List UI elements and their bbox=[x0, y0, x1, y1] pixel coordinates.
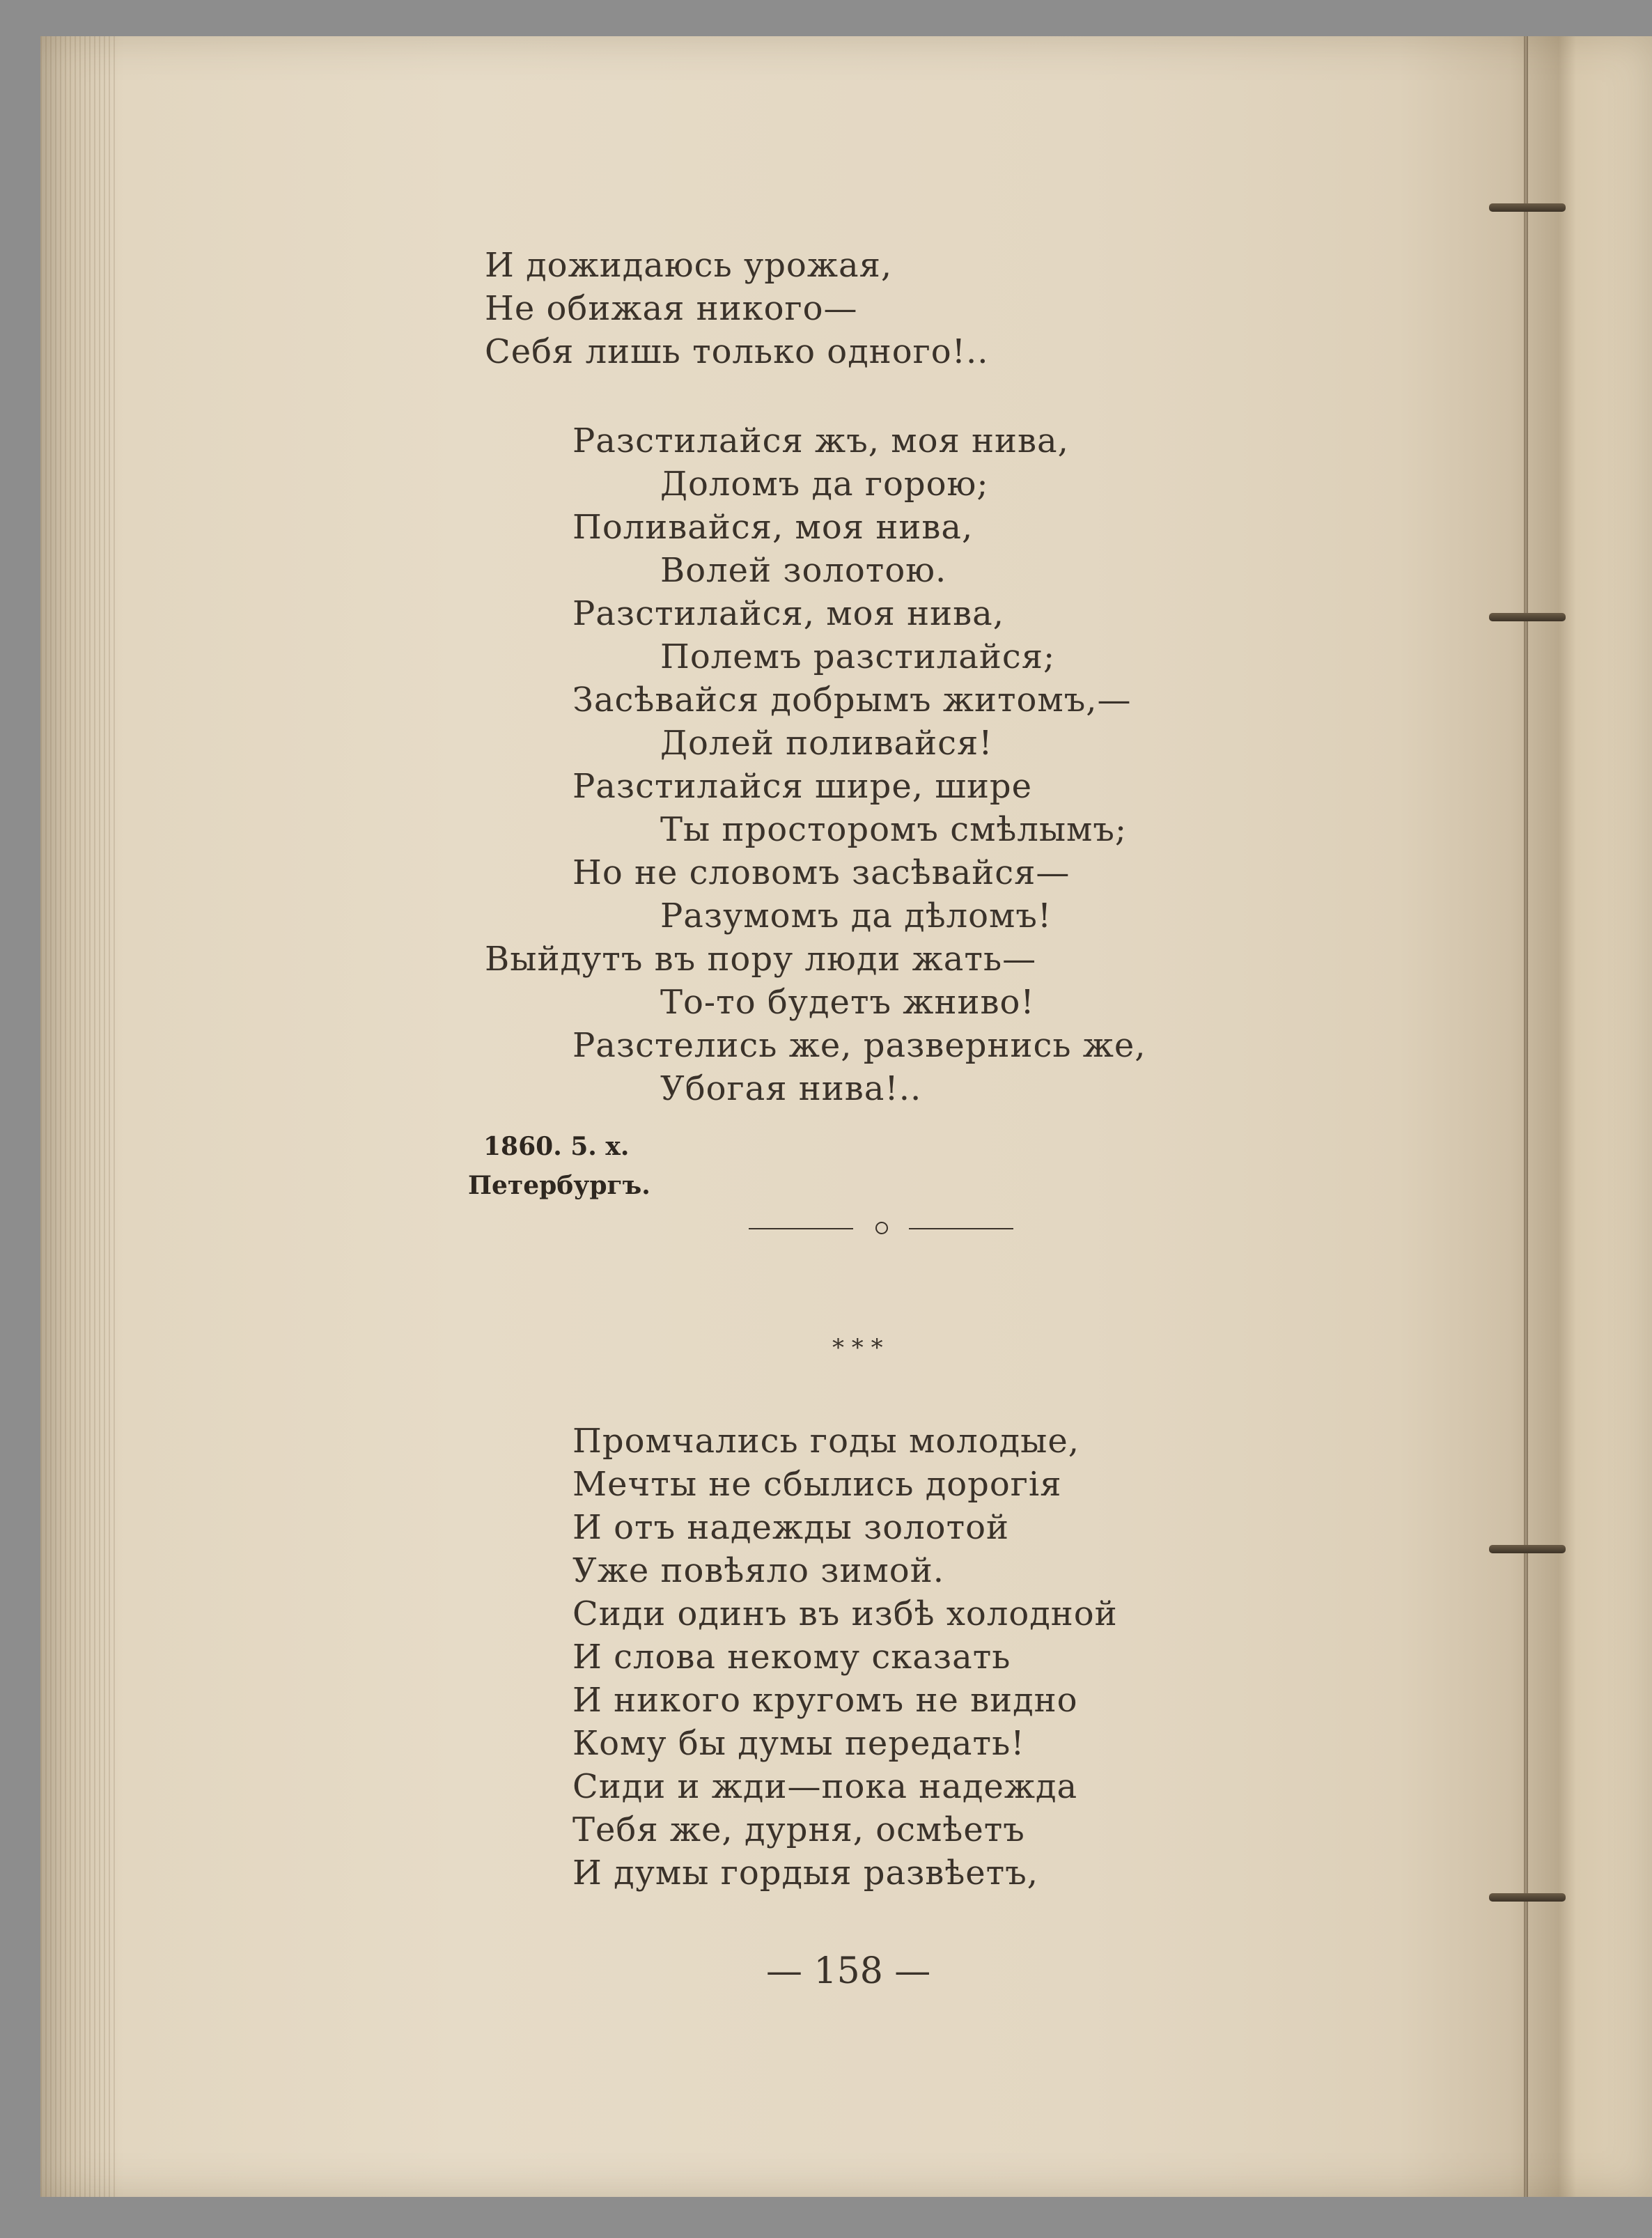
poem-line: Полемъ разстилайся; bbox=[660, 637, 1056, 676]
poem-line: То-то будетъ жниво! bbox=[660, 983, 1035, 1022]
poem-line: Засѣвайся добрымъ житомъ,— bbox=[572, 681, 1132, 720]
poem-line: Но не словомъ засѣвайся— bbox=[572, 853, 1070, 892]
poem-line: Тебя же, дурня, осмѣетъ bbox=[572, 1810, 1025, 1849]
poem-line: Поливайся, моя нива, bbox=[572, 508, 974, 547]
poem-line: Разстилайся жъ, моя нива, bbox=[572, 421, 1069, 460]
poem-line: Выйдутъ въ пору люди жать— bbox=[485, 940, 1037, 979]
poem-line: Убогая нива!.. bbox=[660, 1069, 922, 1108]
poem-line: Себя лишь только одного!.. bbox=[485, 332, 989, 371]
section-separator bbox=[749, 1215, 1013, 1243]
poem-line: И никого кругомъ не видно bbox=[572, 1681, 1078, 1720]
poem-line: Доломъ да горою; bbox=[660, 465, 989, 504]
poem-line: Волей золотою. bbox=[660, 551, 947, 590]
poem-line: И думы гордыя развѣетъ, bbox=[572, 1854, 1039, 1893]
poem-date: 1860. 5. х. bbox=[483, 1132, 630, 1161]
poem-line: Разстилайся шире, шире bbox=[572, 767, 1033, 806]
poem-line: Мечты не сбылись дорогія bbox=[572, 1465, 1062, 1504]
poem-line: Промчались годы молодые, bbox=[572, 1422, 1080, 1461]
poem-line: Уже повѣяло зимой. bbox=[572, 1551, 944, 1590]
poem-place: Петербургъ. bbox=[468, 1171, 650, 1200]
poem-line: И отъ надежды золотой bbox=[572, 1508, 1010, 1547]
poem-line: Разстилайся, моя нива, bbox=[572, 594, 1004, 633]
poem-line: Разстелись же, развернись же, bbox=[572, 1026, 1146, 1065]
poem-line: Не обижая никого— bbox=[485, 289, 858, 328]
page-number: — 158 — bbox=[766, 1950, 931, 1992]
poem-line: И слова некому сказать bbox=[572, 1638, 1011, 1677]
asterism-marker: * * * bbox=[832, 1334, 883, 1362]
poem-line: Ты просторомъ смѣлымъ; bbox=[660, 810, 1128, 849]
poem-line: Сиди и жди—пока надежда bbox=[572, 1767, 1078, 1806]
poem-line: Кому бы думы передать! bbox=[572, 1724, 1025, 1763]
poem-line: Разумомъ да дѣломъ! bbox=[660, 896, 1052, 935]
poem-line: Долей поливайся! bbox=[660, 724, 993, 763]
poem-line: И дожидаюсь урожая, bbox=[485, 246, 893, 285]
separator-circle-icon bbox=[875, 1222, 888, 1234]
poem-line: Сиди одинъ въ избѣ холодной bbox=[572, 1594, 1118, 1633]
separator-rule-left bbox=[749, 1228, 853, 1229]
separator-rule-right bbox=[909, 1228, 1013, 1229]
